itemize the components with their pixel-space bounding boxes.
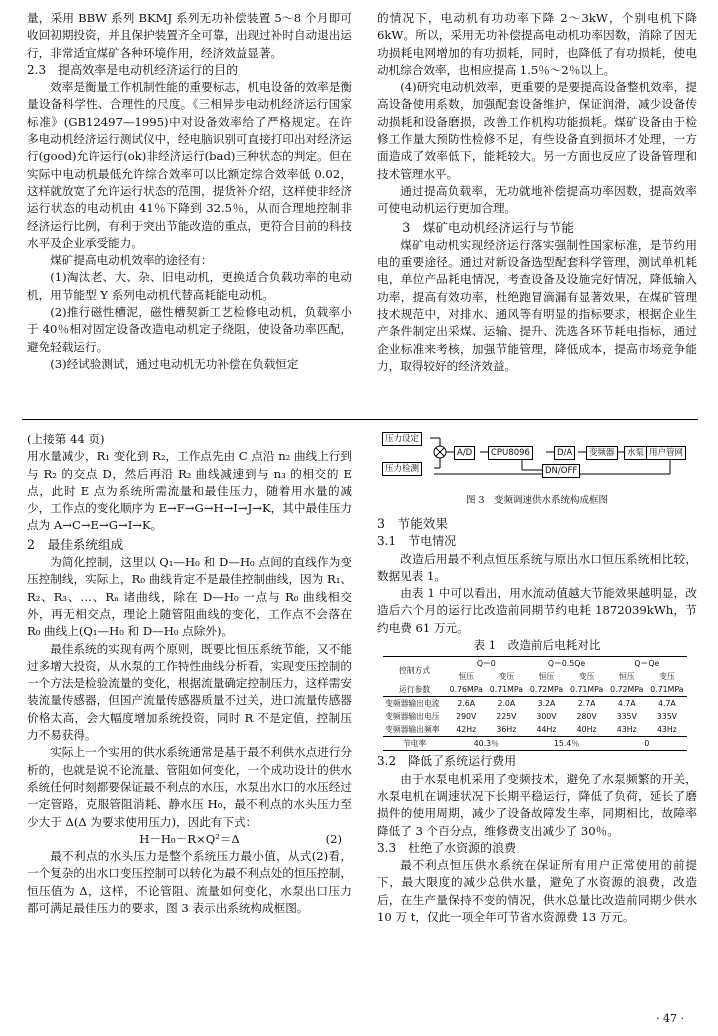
paragraph: 改造后用最不利点恒压系统与原出水口恒压系统相比较，数据见表 1。 [377, 551, 697, 583]
table-cell: 0.71MPa [647, 683, 687, 697]
da-block: D/A [554, 446, 575, 460]
equation [27, 831, 352, 848]
pump-block: 水泵 [624, 446, 647, 460]
table-header-cell: 变压 [659, 672, 675, 682]
table-header-cell: Q＝0.5Qe [526, 657, 606, 671]
section-heading-3: 3 煤矿电动机经济运行与节能 [402, 219, 574, 235]
dn-off-block: DN/OFF [542, 464, 580, 478]
page-number: · 47 · [656, 1012, 684, 1025]
paragraph: 由表 1 中可以看出，用水流动值越大节能效果越明显，改造后六个月的运行比改造前同期节约电耗 1872039kWh，节约电费 61 万元。 [377, 586, 697, 635]
table-cell: 42Hz [446, 723, 486, 737]
table-cell: 335V [656, 712, 677, 722]
table-cell: 43Hz [607, 723, 647, 737]
table-header-cell: Q＝Qe [607, 657, 687, 671]
equation-text: H－H₀－R×Q²＝Δ [139, 831, 240, 846]
paragraph: 为简化控制，这里以 Q₁—H₀ 和 D—H₀ 点间的直线作为变压控制线，实际上，R₀ 曲线肯定不是最佳控制曲线，因为 R₁、R₂、R₃、…、Rₙ 诸曲线，除在 D—H₀ 一点与 R₀ 曲线相交外，再无相交点，理论上随管阻曲线的变化，工作点不会落在 R₀ 曲线上(Q₁—H₀ 和 D—H₀ 点除外)。 [27, 555, 352, 639]
pressure-set-block: 压力设定 [382, 432, 422, 446]
list-item: (2)推行磁性槽泥，磁性槽契新工艺检修电动机，负载率小于 40％相对固定设备改造电动机定子绕阻，使设备功率匹配，避免轻载运行。 [27, 305, 352, 354]
ad-block: A/D [454, 446, 475, 460]
paragraph: 煤矿提高电动机效率的途径有： [50, 253, 213, 268]
table-cell: 40Hz [567, 723, 607, 737]
table-cell: 2.7A [577, 699, 596, 709]
block-diagram [382, 430, 690, 490]
table-cell: 2.6A [457, 699, 476, 709]
pressure-detect-block: 压力检测 [382, 462, 422, 476]
table-cell: 4.7A [617, 699, 636, 709]
paragraph: 最不利点恒压供水系统在保证所有用户正常使用的前提下，最大限度的减少总供水量，避免了水资源的浪费，改造后，在生产量保持不变的情况，供水总量比改造前同期少供水 10 万 t，仅此一项全年可节省水资源费 13 万元。 [377, 858, 697, 925]
table-header-cell: 控制方式 [383, 657, 446, 684]
table-header-cell: 恒压 [538, 672, 555, 682]
paragraph: 煤矿电动机实现经济运行落实强制性国家标准，是节约用电的重要途径。通过对新设备选型配套科学管理，测试单机耗电，单位产品耗电情况，考查设备及设施完好情况，降低输入功率，提高有效功率，杜绝跑冒滴漏有显著效果，在煤矿管理技术规范中，对排水、通风等有明显的指标要求，根据企业生产条件制定出采煤、运输、提升、洗选各环节耗电指标，通过企业标准来考核，加强节能管理，降低成本，提高市场竞争能力，取得较好的经济效益。 [377, 237, 697, 373]
paragraph: 最佳系统的实现有两个原则，既要比恒压系统节能，又不能过多增大投资，从水泵的工作特性曲线分析看，实现变压控制的一个方法是检验流量的变化，根据流量确定控制压力，这样需安装流量传感器，但国产流量传感器质量不过关，进口流量传感器价格太高，会大幅度增加系统投资，同时 R 不是定值，控制压力不易获得。 [27, 641, 352, 743]
paragraph: 用水量减少，R₁ 变化到 R₂，工作点先由 C 点沿 n₂ 曲线上行到与 R₂ 的交点 D，然后再沿 R₂ 曲线减速到与 n₃ 的相交的 E 点，此时 E 点为系统所需流量和最佳压力，随着用水量的减少，工作点的变化顺序为 E→F→G→H→I→J→K，其中最佳压力点为 A→C→E→G→I→K。 [27, 449, 352, 533]
table-cell: 0.72MPa [526, 683, 566, 697]
vfd-block: 变频器 [586, 446, 618, 460]
table-header-cell: Q＝0 [446, 657, 526, 671]
user-pipe-block: 用户管网 [646, 446, 686, 460]
table-cell: 15.4％ [526, 737, 606, 751]
table-cell: 4.7A [658, 699, 676, 709]
article-divider [22, 419, 698, 420]
list-item: (4)研究电动机效率，更重要的是要提高设备整机效率，提高设备使用系数，加强配套设备维护，保证润滑，减少设备传动损耗和设备磨损，改善工作机构功能损耗。煤矿设备由于检修工作量大预防性检修不足，有些设备直到损坏才处理，一方面造成了效率低下，能耗较大。另一方面也反应了设备管理和技术管理水平。 [377, 80, 697, 181]
continued-from-note: (上接第 44 页) [27, 432, 105, 446]
row-label: 节电率 [383, 737, 446, 751]
table-cell: 3.2A [537, 699, 556, 709]
table-header-cell: 恒压 [458, 672, 475, 682]
column-top-left [27, 10, 352, 373]
table-cell: 225V [496, 712, 517, 722]
table-cell: 2.0A [497, 699, 516, 709]
column-bottom-left [27, 431, 352, 917]
diagram-connectors [382, 430, 690, 490]
table-cell: 280V [576, 712, 597, 722]
table-cell: 0.76MPa [446, 683, 486, 697]
table-cell: 40.3％ [446, 737, 526, 751]
table-cell: 0.71MPa [486, 683, 526, 697]
row-label: 变频器输出频率 [383, 723, 446, 737]
paragraph: 最不利点的水头压力是整个系统压力最小值，从式(2)看，一个复杂的出水口变压控制可以转化为最不利点处的恒压控制，恒压值为 Δ，这样，不论管阻、流量如何变化，水泵出口压力都可满足最佳压力的要求，图 3 表示出系统构成框图。 [27, 849, 352, 916]
table-row [383, 723, 687, 737]
column-top-right [377, 10, 697, 375]
table-cell: 300V [536, 712, 557, 722]
table-row [383, 697, 687, 711]
table-row [383, 710, 687, 723]
table-cell: 0 [607, 737, 687, 751]
paragraph: 由于水泵电机采用了变频技术，避免了水泵频繁的开关，水泵电机在调速状况下长期平稳运行，降低了负荷，延长了磨损件的使用周期，减少了设备故障发生率，同期相比，故障率降低了 3 个百分点，维修费支出减少了 30％。 [377, 771, 697, 838]
paragraph: 通过提高负载率，无功就地补偿提高功率因数，提高效率可使电动机运行更加合理。 [377, 183, 697, 216]
section-heading-3-3: 3.3 杜绝了水资源的浪费 [377, 840, 517, 855]
paragraph: 实际上一个实用的供水系统通常是基于最不利供水点进行分析的，也就是说不论流量、管阻如何变化，一个成功设计的供水系统任何时刻都要保证最不利点的水压，水泵出水口的水压经过一定管路，克服管阻消耗、静水压 H₀，最不利点的水头压力至少大于 Δ(Δ 为要求使用压力)，因此有下式： [27, 745, 352, 829]
paragraph: 的情况下，电动机有功功率下降 2～3kW，个别电机下降 6kW。所以，采用无功补偿提高电动机功率因数，消除了因无功损耗电网增加的有功损耗，同时，也降低了有功损耗，使电动机综合效率，也相应提高 1.5％～2％以上。 [377, 11, 697, 77]
table-cell: 43Hz [647, 723, 687, 737]
table-header-cell: 变压 [498, 672, 515, 682]
table-header-cell: 变压 [578, 672, 595, 682]
row-label: 变频器输出电流 [385, 699, 440, 709]
equation-number: (2) [325, 831, 342, 846]
section-heading-3: 3 节能效果 [377, 516, 448, 531]
table-caption: 表 1 改造前后电耗对比 [473, 638, 601, 653]
cpu-block: CPU8096 [488, 446, 533, 460]
paragraph: 效率是衡量工作机制性能的重要标志，机电设备的效率是衡量设备科学性、合理性的尺度。《三相异步电动机经济运行国家标准》(GB12497—1995)中对设备效率给了严格规定。在许多电动机经济运行测试仪中，经电脑识别可直接打印出对经济运行(good)允许运行(ok)非经济运行(bad)三种状态的判定。但在实际中电动机最低允许综合效率可以比额定综合效率低 0.02，这样就放宽了允许运行状态的范围，提货补介绍，这样使非经济运行状态的电动机由 41％下降到 32.5％，从而合理地控制非经济运行比例，有利于突出节能改造的重点，更符合目前的科技水平及企业承受能力。 [27, 80, 352, 250]
row-label: 变频器输出电压 [385, 712, 440, 722]
table-cell: 36Hz [486, 723, 526, 737]
table-row [383, 737, 687, 751]
list-item: (3)经试验测试，通过电动机无功补偿在负载恒定 [50, 356, 299, 371]
table-header-cell: 恒压 [618, 672, 635, 682]
section-heading-3-2: 3.2 降低了系统运行费用 [377, 754, 517, 769]
table-cell: 0.71MPa [567, 683, 607, 697]
section-heading-3-1: 3.1 节电情况 [377, 534, 457, 549]
table-cell: 0.72MPa [607, 683, 647, 697]
table-cell: 335V [616, 712, 637, 722]
power-consumption-table [383, 656, 687, 751]
table-header-cell: 运行参数 [383, 683, 446, 697]
column-bottom-right [377, 514, 697, 926]
list-item: (1)淘汰老、大、杂、旧电动机，更换适合负载功率的电动机，用节能型 Y 系列电动机代替高耗能电动机。 [27, 270, 352, 302]
section-heading-2: 2 最佳系统组成 [27, 536, 124, 552]
table-cell: 290V [456, 712, 477, 722]
table-cell: 44Hz [526, 723, 566, 737]
paragraph: 量，采用 BBW 系列 BKMJ 系列无功补偿装置 5～8 个月即可收回初期投资，并且保护装置齐全可靠，出现过补时自动退出运行，非常适宜煤矿各种环境作用，经济效益显著。 [27, 11, 352, 60]
section-heading-2-3: 2.3 提高效率是电动机经济运行的目的 [27, 62, 239, 77]
figure-caption: 图 3 变频调速供水系统构成框图 [465, 495, 609, 506]
